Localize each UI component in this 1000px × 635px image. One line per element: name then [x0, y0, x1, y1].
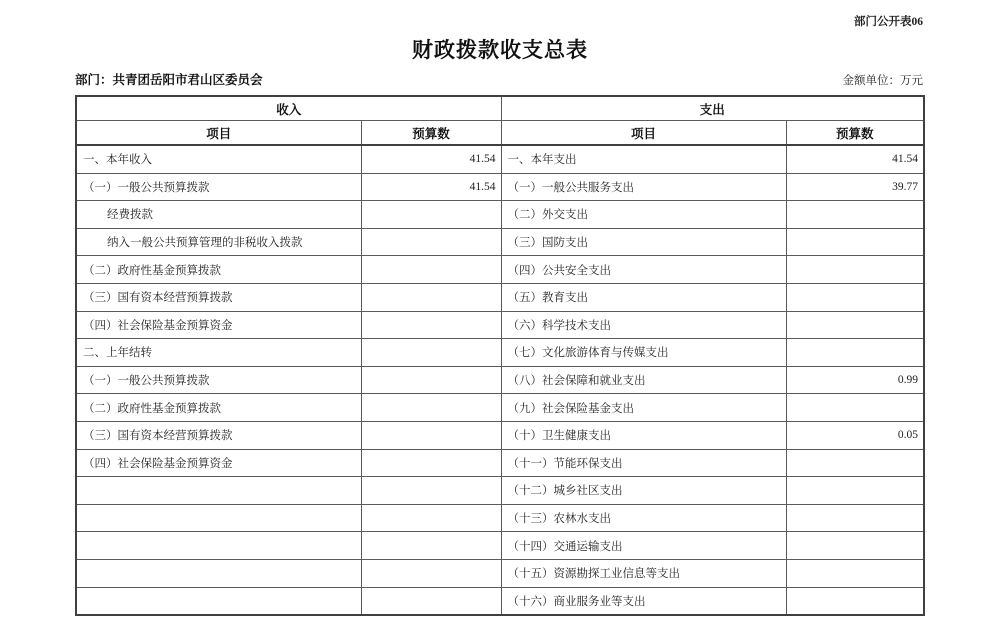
- expense-item-cell: （十一）节能环保支出: [501, 449, 786, 477]
- income-budget-cell: 41.54: [361, 145, 501, 173]
- table-row: [76, 504, 924, 532]
- expense-item-cell: （十二）城乡社区支出: [501, 477, 786, 505]
- expense-item-cell: （十）卫生健康支出: [501, 421, 786, 449]
- income-item-cell: （四）社会保险基金预算资金: [76, 311, 361, 339]
- expense-budget-cell: 39.77: [786, 173, 924, 201]
- income-item-cell: （四）社会保险基金预算资金: [76, 449, 361, 477]
- department-label: 部门：共青团岳阳市君山区委员会: [75, 73, 263, 87]
- income-item-cell: （三）国有资本经营预算拨款: [76, 283, 361, 311]
- table-row: [76, 587, 924, 615]
- income-budget-cell: [361, 256, 501, 284]
- section-header-row: [76, 96, 924, 121]
- income-item-cell: （二）政府性基金预算拨款: [76, 394, 361, 422]
- income-budget-cell: [361, 477, 501, 505]
- income-item-cell: （二）政府性基金预算拨款: [76, 256, 361, 284]
- column-header-row: [76, 121, 924, 146]
- income-item-cell: 二、上年结转: [76, 339, 361, 367]
- expense-item-cell: （七）文化旅游体育与传媒支出: [501, 339, 786, 367]
- expense-item-cell: （九）社会保险基金支出: [501, 394, 786, 422]
- expense-budget-cell: [786, 283, 924, 311]
- table-row: [76, 394, 924, 422]
- income-budget-cell: [361, 283, 501, 311]
- expense-budget-cell: [786, 504, 924, 532]
- expense-budget-cell: [786, 587, 924, 615]
- table-row: [76, 311, 924, 339]
- expense-budget-cell: [786, 311, 924, 339]
- form-number-label: 部门公开表06: [854, 16, 923, 28]
- income-item-cell: （一）一般公共预算拨款: [76, 366, 361, 394]
- income-budget-cell: [361, 201, 501, 229]
- expense-item-cell: （四）公共安全支出: [501, 256, 786, 284]
- expense-item-cell: （十三）农林水支出: [501, 504, 786, 532]
- expense-budget-cell: [786, 228, 924, 256]
- income-budget-cell: [361, 504, 501, 532]
- income-budget-column-header: 预算数: [361, 121, 501, 146]
- table-row: [76, 228, 924, 256]
- income-budget-cell: [361, 228, 501, 256]
- meta-row: [75, 70, 923, 88]
- expense-item-cell: （十六）商业服务业等支出: [501, 587, 786, 615]
- expense-budget-cell: [786, 339, 924, 367]
- expense-budget-cell: [786, 201, 924, 229]
- income-budget-cell: 41.54: [361, 173, 501, 201]
- expense-item-cell: （八）社会保障和就业支出: [501, 366, 786, 394]
- table-row: [76, 449, 924, 477]
- table-row: [76, 421, 924, 449]
- income-budget-cell: [361, 394, 501, 422]
- income-item-cell: [76, 504, 361, 532]
- income-budget-cell: [361, 339, 501, 367]
- expense-budget-cell: [786, 449, 924, 477]
- table-row: [76, 339, 924, 367]
- income-budget-cell: [361, 421, 501, 449]
- expense-budget-cell: [786, 256, 924, 284]
- expense-budget-cell: [786, 559, 924, 587]
- income-section-header: 收入: [76, 96, 501, 121]
- unit-label: 金额单位：万元: [842, 75, 923, 87]
- table-row: [76, 283, 924, 311]
- income-item-cell: [76, 559, 361, 587]
- income-item-column-header: 项目: [76, 121, 361, 146]
- expense-budget-cell: [786, 394, 924, 422]
- table-row: [76, 173, 924, 201]
- table-row: [76, 145, 924, 173]
- expense-budget-cell: 41.54: [786, 145, 924, 173]
- expense-item-cell: （六）科学技术支出: [501, 311, 786, 339]
- income-item-cell: [76, 477, 361, 505]
- income-item-cell: （三）国有资本经营预算拨款: [76, 421, 361, 449]
- income-budget-cell: [361, 311, 501, 339]
- income-budget-cell: [361, 532, 501, 560]
- table-row: [76, 532, 924, 560]
- expense-budget-cell: [786, 477, 924, 505]
- expense-budget-cell: [786, 532, 924, 560]
- table-row: [76, 477, 924, 505]
- income-item-cell: 纳入一般公共预算管理的非税收入拨款: [76, 228, 361, 256]
- expense-item-cell: 一、本年支出: [501, 145, 786, 173]
- table-row: [76, 366, 924, 394]
- income-item-cell: [76, 587, 361, 615]
- income-item-cell: 一、本年收入: [76, 145, 361, 173]
- table-row: [76, 559, 924, 587]
- expense-item-cell: （五）教育支出: [501, 283, 786, 311]
- expense-item-column-header: 项目: [501, 121, 786, 146]
- expense-budget-cell: 0.99: [786, 366, 924, 394]
- income-item-cell: 经费拨款: [76, 201, 361, 229]
- budget-table: [75, 95, 925, 616]
- table-row: [76, 256, 924, 284]
- expense-budget-column-header: 预算数: [786, 121, 924, 146]
- income-item-cell: [76, 532, 361, 560]
- income-budget-cell: [361, 449, 501, 477]
- income-budget-cell: [361, 559, 501, 587]
- expense-item-cell: （一）一般公共服务支出: [501, 173, 786, 201]
- expense-item-cell: （十五）资源勘探工业信息等支出: [501, 559, 786, 587]
- table-row: [76, 201, 924, 229]
- income-budget-cell: [361, 587, 501, 615]
- page-title: 财政拨款收支总表: [412, 38, 588, 62]
- expense-item-cell: （二）外交支出: [501, 201, 786, 229]
- expense-item-cell: （三）国防支出: [501, 228, 786, 256]
- expense-section-header: 支出: [501, 96, 924, 121]
- income-budget-cell: [361, 366, 501, 394]
- expense-item-cell: （十四）交通运输支出: [501, 532, 786, 560]
- expense-budget-cell: 0.05: [786, 421, 924, 449]
- income-item-cell: （一）一般公共预算拨款: [76, 173, 361, 201]
